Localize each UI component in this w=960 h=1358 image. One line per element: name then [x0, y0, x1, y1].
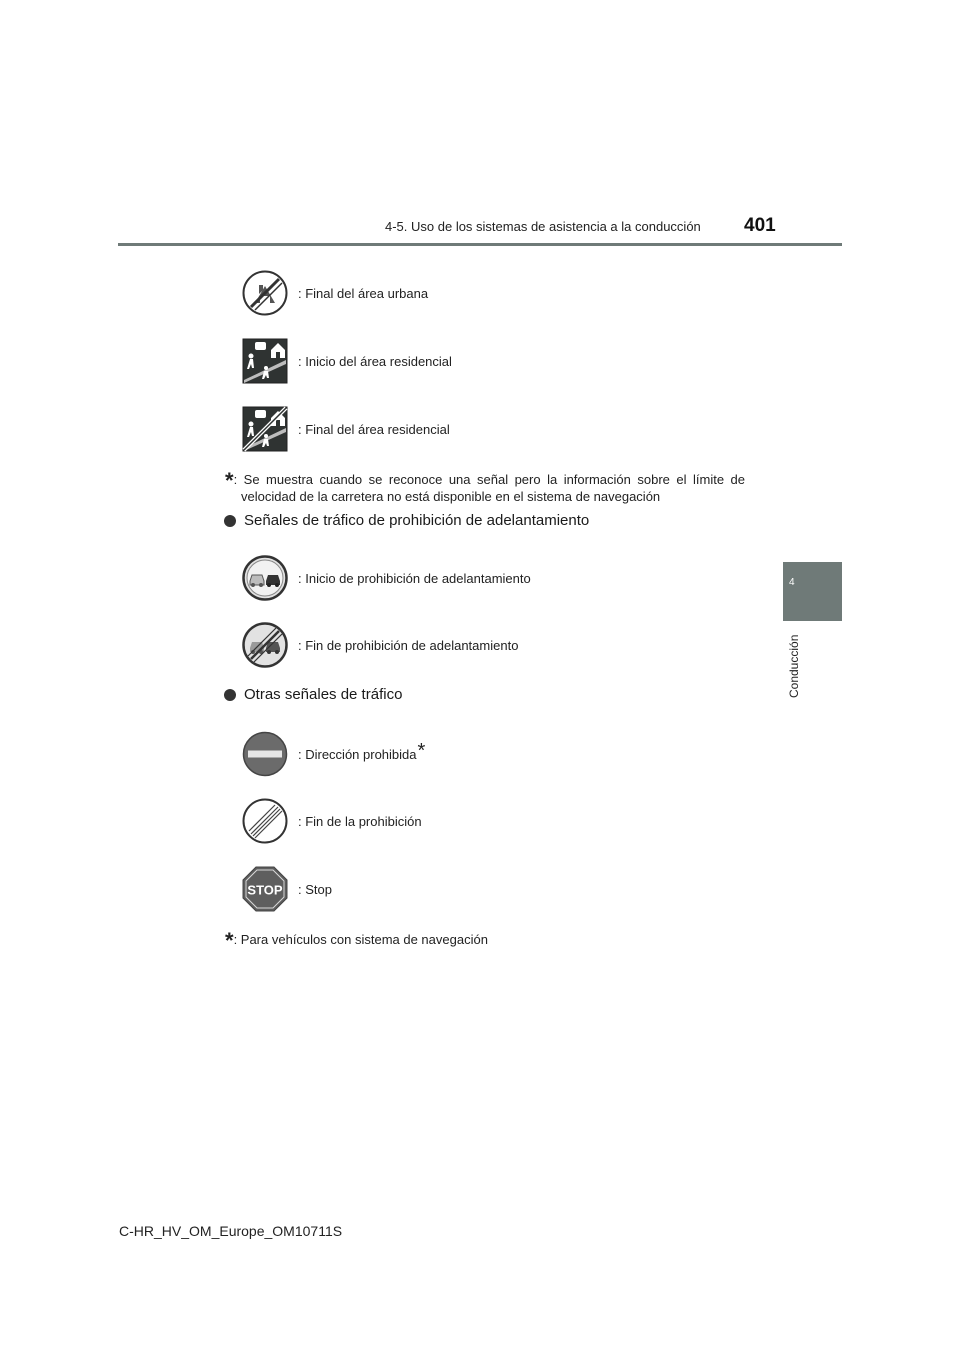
stop-sign-icon	[242, 866, 288, 912]
bullet-icon	[224, 515, 236, 527]
sign-row-residential-start	[242, 338, 452, 384]
no-entry-sign-icon	[242, 731, 288, 777]
sign-row-no-entry	[242, 731, 425, 777]
footnote-navigation-vehicles	[225, 928, 745, 953]
heading-text: Otras señales de tráfico	[244, 686, 403, 703]
chapter-tab	[783, 562, 842, 621]
sign-label: : Final del área residencial	[298, 421, 450, 437]
end-of-prohibition-sign-icon	[242, 798, 288, 844]
footnote-marker: *	[225, 468, 234, 493]
sign-row-no-overtaking-start	[242, 555, 531, 601]
sign-row-residential-end	[242, 406, 450, 452]
sign-label: : Fin de la prohibición	[298, 813, 422, 829]
document-code: C-HR_HV_OM_Europe_OM10711S	[119, 1223, 343, 1239]
chapter-number: 4	[789, 577, 795, 588]
end-of-urban-area-sign-icon	[242, 270, 288, 316]
section-heading-other-signs	[224, 686, 402, 703]
sign-label: : Inicio de prohibición de adelantamiento	[298, 570, 531, 586]
bullet-icon	[224, 689, 236, 701]
chapter-label-text: Conducción	[787, 634, 801, 698]
footnote-marker: *	[417, 740, 426, 763]
sign-label-text: : Dirección prohibida	[298, 746, 417, 762]
page-number: 401	[744, 215, 776, 236]
sign-label	[298, 740, 426, 763]
sign-row-end-of-prohibition	[242, 798, 422, 844]
footnote-text-line2: velocidad de la carretera no está disponible en el sistema de navegación	[241, 489, 661, 504]
sign-label: : Fin de prohibición de adelantamiento	[298, 637, 519, 653]
residential-area-end-sign-icon	[242, 406, 288, 452]
footnote-navigation-unavailable	[225, 468, 745, 505]
sign-row-stop	[242, 866, 332, 912]
footnote-text: : Para vehículos con sistema de navegación	[233, 932, 488, 947]
no-overtaking-end-sign-icon	[242, 622, 288, 668]
section-heading-no-overtaking	[224, 512, 589, 529]
sign-label: : Inicio del área residencial	[298, 353, 452, 369]
sign-label: : Stop	[298, 881, 332, 897]
footnote-marker: *	[225, 928, 234, 953]
heading-text: Señales de tráfico de prohibición de adelantamiento	[244, 512, 590, 529]
section-title: 4-5. Uso de los sistemas de asistencia a la conducción	[385, 219, 701, 234]
chapter-label	[786, 632, 800, 702]
sign-row-end-urban-area	[242, 270, 428, 316]
no-overtaking-start-sign-icon	[242, 555, 288, 601]
footnote-text-line1: : Se muestra cuando se reconoce una señal pero la información sobre el límite de	[233, 472, 745, 487]
stop-sign-text: STOP	[247, 882, 283, 898]
header-divider	[118, 243, 842, 246]
sign-row-no-overtaking-end	[242, 622, 518, 668]
sign-label: : Final del área urbana	[298, 285, 429, 301]
residential-area-start-sign-icon	[242, 338, 288, 384]
